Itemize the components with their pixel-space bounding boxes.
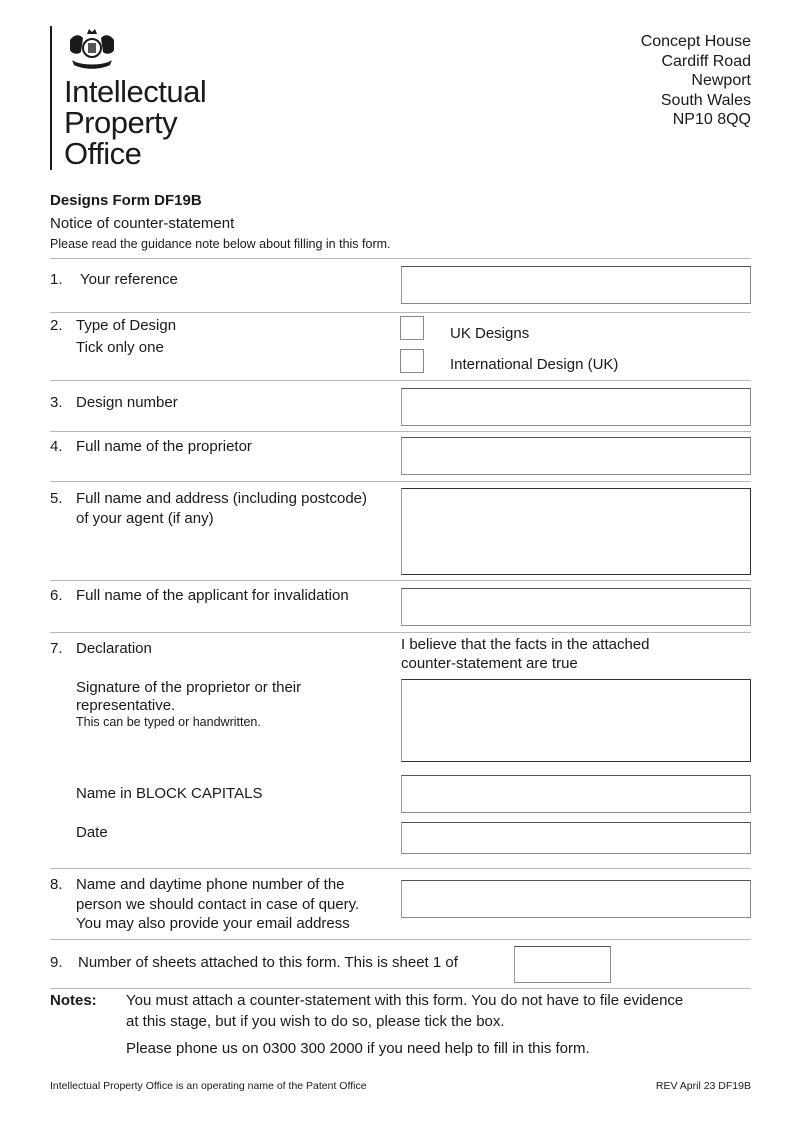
- q8-number: 8.: [50, 876, 63, 893]
- q7-label: Declaration: [76, 640, 152, 657]
- form-title: Designs Form DF19B: [50, 192, 202, 209]
- design-number-input[interactable]: [401, 388, 751, 426]
- q9-number: 9.: [50, 954, 63, 971]
- guidance-text: Please read the guidance note below about filling in this form.: [50, 237, 391, 251]
- uk-designs-label: UK Designs: [450, 325, 530, 342]
- address-line: Newport: [691, 72, 751, 89]
- declaration-statement-line2: counter-statement are true: [401, 655, 578, 672]
- q1-label: Your reference: [80, 271, 178, 288]
- divider: [50, 312, 751, 313]
- signature-hint: This can be typed or handwritten.: [76, 715, 261, 729]
- block-capitals-name-input[interactable]: [401, 775, 751, 813]
- q1-number: 1.: [50, 271, 63, 288]
- date-label: Date: [76, 824, 108, 841]
- q2-number: 2.: [50, 317, 63, 334]
- block-capitals-label: Name in BLOCK CAPITALS: [76, 785, 263, 802]
- notes-line2: at this stage, but if you wish to do so, please tick the box.: [126, 1013, 505, 1030]
- signature-label-line2: representative.: [76, 697, 176, 714]
- divider: [50, 380, 751, 381]
- q3-label: Design number: [76, 394, 178, 411]
- notes-line1: You must attach a counter-statement with this form. You do not have to file evidence: [126, 992, 684, 1009]
- footer-left: Intellectual Property Office is an operating name of the Patent Office: [50, 1080, 367, 1092]
- q6-number: 6.: [50, 587, 63, 604]
- divider: [50, 481, 751, 482]
- q7-number: 7.: [50, 640, 63, 657]
- contact-details-input[interactable]: [401, 880, 751, 918]
- q2-label: Type of Design: [76, 317, 177, 334]
- sheet-count-input[interactable]: [514, 946, 611, 983]
- form-subtitle: Notice of counter-statement: [50, 215, 235, 232]
- q8-label-line1: Name and daytime phone number of the: [76, 876, 345, 893]
- q8-label-line3: You may also provide your email address: [76, 915, 350, 932]
- q5-number: 5.: [50, 490, 63, 507]
- agent-name-address-input[interactable]: [401, 488, 751, 575]
- q4-number: 4.: [50, 438, 63, 455]
- divider: [50, 580, 751, 581]
- q8-label-line2: person we should contact in case of query.: [76, 896, 360, 913]
- q9-label: Number of sheets attached to this form. This is sheet 1 of: [78, 954, 458, 971]
- q6-label: Full name of the applicant for invalidation: [76, 587, 349, 604]
- notes-help-phone: Please phone us on 0300 300 2000 if you need help to fill in this form.: [126, 1040, 590, 1057]
- office-address: [641, 32, 751, 130]
- divider: [50, 939, 751, 940]
- divider: [50, 431, 751, 432]
- address-line: NP10 8QQ: [672, 111, 751, 128]
- address-line: Cardiff Road: [661, 52, 751, 70]
- divider: [50, 868, 751, 869]
- divider: [50, 632, 751, 633]
- q2-hint: Tick only one: [76, 339, 164, 356]
- applicant-name-input[interactable]: [401, 588, 751, 626]
- signature-input[interactable]: [401, 679, 751, 762]
- signature-label-line1: Signature of the proprietor or their: [76, 679, 302, 696]
- notes-heading: Notes:: [50, 992, 97, 1009]
- q4-label: Full name of the proprietor: [76, 438, 252, 455]
- logo-line-3: Office: [64, 136, 142, 171]
- address-line: South Wales: [660, 91, 751, 109]
- proprietor-name-input[interactable]: [401, 437, 751, 475]
- divider: [50, 988, 751, 989]
- international-design-label: International Design (UK): [450, 356, 619, 373]
- royal-coat-of-arms-icon: [62, 24, 122, 72]
- q5-label-line1: Full name and address (including postcode): [76, 490, 367, 507]
- q5-label-line2: of your agent (if any): [76, 510, 214, 527]
- international-design-checkbox[interactable]: [400, 349, 424, 373]
- logo-line-1: Intellectual: [64, 74, 207, 109]
- divider: [50, 258, 751, 259]
- q3-number: 3.: [50, 394, 63, 411]
- address-line: Concept House: [640, 33, 751, 50]
- date-input[interactable]: [401, 822, 751, 854]
- logo-divider-bar: [50, 26, 52, 170]
- footer-revision: REV April 23 DF19B: [655, 1080, 751, 1092]
- your-reference-input[interactable]: [401, 266, 751, 304]
- logo-line-2: Property: [64, 105, 178, 140]
- logo-wordmark: [64, 76, 206, 169]
- uk-designs-checkbox[interactable]: [400, 316, 424, 340]
- declaration-statement-line1: I believe that the facts in the attached: [401, 636, 650, 653]
